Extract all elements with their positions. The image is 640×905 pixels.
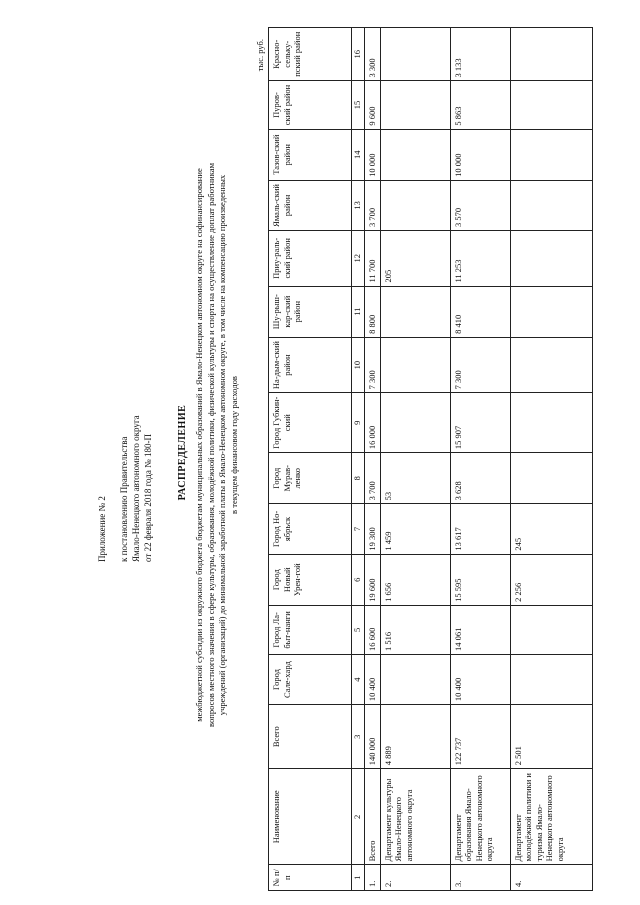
value-cell (510, 654, 592, 704)
value-cell: 5 863 (450, 81, 510, 129)
value-cell (380, 654, 450, 704)
value-cell (380, 129, 450, 180)
value-cell (510, 337, 592, 393)
header-cell: Наименование (269, 769, 352, 865)
header-cell: Пуров-ский район (269, 81, 352, 129)
value-cell: 7 300 (365, 337, 381, 393)
description-line: вопросов местного значения в сфере культуры, образования, молодёжной политики, физической культуры и спорта на осуществление доплат работникам (205, 162, 216, 728)
value-cell: 3 133 (450, 28, 510, 82)
value-cell (510, 231, 592, 287)
value-cell: 245 (510, 504, 592, 554)
value-cell: 8 800 (365, 286, 381, 337)
header-row (269, 28, 352, 891)
value-cell (380, 28, 450, 82)
value-cell: 19 300 (365, 504, 381, 554)
column-number: 12 (352, 231, 365, 287)
value-cell: 16 600 (365, 605, 381, 654)
table-row (510, 28, 592, 891)
value-cell (510, 81, 592, 129)
header-cell: Город Мурав-ленко (269, 453, 352, 504)
value-cell: 1 516 (380, 605, 450, 654)
value-cell (510, 605, 592, 654)
units-label: тыс. руб. (255, 39, 265, 72)
column-number: 2 (352, 769, 365, 865)
column-number: 13 (352, 180, 365, 230)
value-cell: 15 907 (450, 393, 510, 453)
table-row (450, 28, 510, 891)
value-cell: 1 459 (380, 504, 450, 554)
value-cell: 205 (380, 231, 450, 287)
value-cell (380, 81, 450, 129)
value-cell: 3 300 (365, 28, 381, 82)
column-number: 14 (352, 129, 365, 180)
value-cell: 140 000 (365, 705, 381, 769)
header-cell: Тазов-ский район (269, 129, 352, 180)
value-cell: 10 000 (365, 129, 381, 180)
value-cell: 13 617 (450, 504, 510, 554)
header-cell: Красно-сельку-пский район (269, 28, 352, 82)
value-cell: 10 000 (450, 129, 510, 180)
document-description (194, 45, 240, 845)
annex-line: Ямало-Ненецкого автономного округа (131, 415, 141, 562)
column-number: 9 (352, 393, 365, 453)
value-cell: 2 256 (510, 554, 592, 605)
value-cell (510, 286, 592, 337)
value-cell (510, 453, 592, 504)
value-cell: 122 737 (450, 705, 510, 769)
value-cell: 16 000 (365, 393, 381, 453)
value-cell: 1 656 (380, 554, 450, 605)
value-cell (510, 393, 592, 453)
row-name: Департамент молодёжной политики и туризма Ямало-Ненецкого автономного округа (510, 769, 592, 865)
table-row (365, 28, 381, 891)
value-cell (380, 286, 450, 337)
annex-block (96, 322, 154, 562)
annex-date: от 22 февраля 2018 года № 180-П (143, 434, 153, 562)
description-line: учреждений (организаций) до минимальной заработной платы в Ямало-Ненецком автономном округе, в том числе на компенсацию произведенных (217, 174, 227, 716)
header-cell: Город Новый Урен-гой (269, 554, 352, 605)
header-cell: Город Но-ябрьск (269, 504, 352, 554)
column-number: 5 (352, 605, 365, 654)
document-title: РАСПРЕДЕЛЕНИЕ (177, 404, 188, 501)
value-cell (380, 393, 450, 453)
column-number: 11 (352, 286, 365, 337)
row-number: 2. (380, 865, 450, 891)
row-number: 1. (365, 865, 381, 891)
value-cell: 8 410 (450, 286, 510, 337)
value-cell: 10 400 (365, 654, 381, 704)
value-cell (380, 337, 450, 393)
value-cell: 14 061 (450, 605, 510, 654)
column-number: 7 (352, 504, 365, 554)
value-cell: 19 600 (365, 554, 381, 605)
column-number: 10 (352, 337, 365, 393)
header-cell: Шу-рыш-кар-ский район (269, 286, 352, 337)
column-number: 16 (352, 28, 365, 82)
annex-line: к постановлению Правительства (119, 436, 129, 562)
row-number: 4. (510, 865, 592, 891)
header-cell: Ямаль-ский район (269, 180, 352, 230)
value-cell: 3 700 (365, 180, 381, 230)
column-number: 6 (352, 554, 365, 605)
header-cell: Город Сале-хард (269, 654, 352, 704)
value-cell: 11 700 (365, 231, 381, 287)
value-cell (510, 180, 592, 230)
header-cell: Всего (269, 705, 352, 769)
distribution-table (268, 27, 593, 891)
value-cell: 15 595 (450, 554, 510, 605)
header-cell: Город Губкин-ский (269, 393, 352, 453)
header-cell: Город Ла-быт-нанги (269, 605, 352, 654)
value-cell: 3 570 (450, 180, 510, 230)
value-cell (510, 129, 592, 180)
value-cell (380, 180, 450, 230)
column-number: 15 (352, 81, 365, 129)
table-row (380, 28, 450, 891)
value-cell: 53 (380, 453, 450, 504)
value-cell: 7 300 (450, 337, 510, 393)
row-name: Департамент культуры Ямало-Ненецкого автономного округа (380, 769, 450, 865)
value-cell: 10 400 (450, 654, 510, 704)
row-number: 3. (450, 865, 510, 891)
value-cell: 9 600 (365, 81, 381, 129)
value-cell: 3 700 (365, 453, 381, 504)
description-line: межбюджетной субсидии из окружного бюджета бюджетам муниципальных образований в Ямало-Ненецком автономном округе на софинансирование (194, 168, 204, 722)
column-number: 4 (352, 654, 365, 704)
column-number: 3 (352, 705, 365, 769)
column-number: 8 (352, 453, 365, 504)
value-cell: 4 889 (380, 705, 450, 769)
row-name: Департамент образования Ямало-Ненецкого автономного округа (450, 769, 510, 865)
value-cell: 3 628 (450, 453, 510, 504)
column-number-row (352, 28, 365, 891)
value-cell: 2 501 (510, 705, 592, 769)
value-cell: 11 253 (450, 231, 510, 287)
column-number: 1 (352, 865, 365, 891)
annex-number: Приложение № 2 (97, 496, 107, 562)
header-cell: На-дым-ский район (269, 337, 352, 393)
header-cell: Приу-раль-ский район (269, 231, 352, 287)
row-name: Всего (365, 769, 381, 865)
value-cell (510, 28, 592, 82)
description-line: в текущем финансовом году расходов (228, 376, 239, 514)
header-cell: № п/п (269, 865, 352, 891)
